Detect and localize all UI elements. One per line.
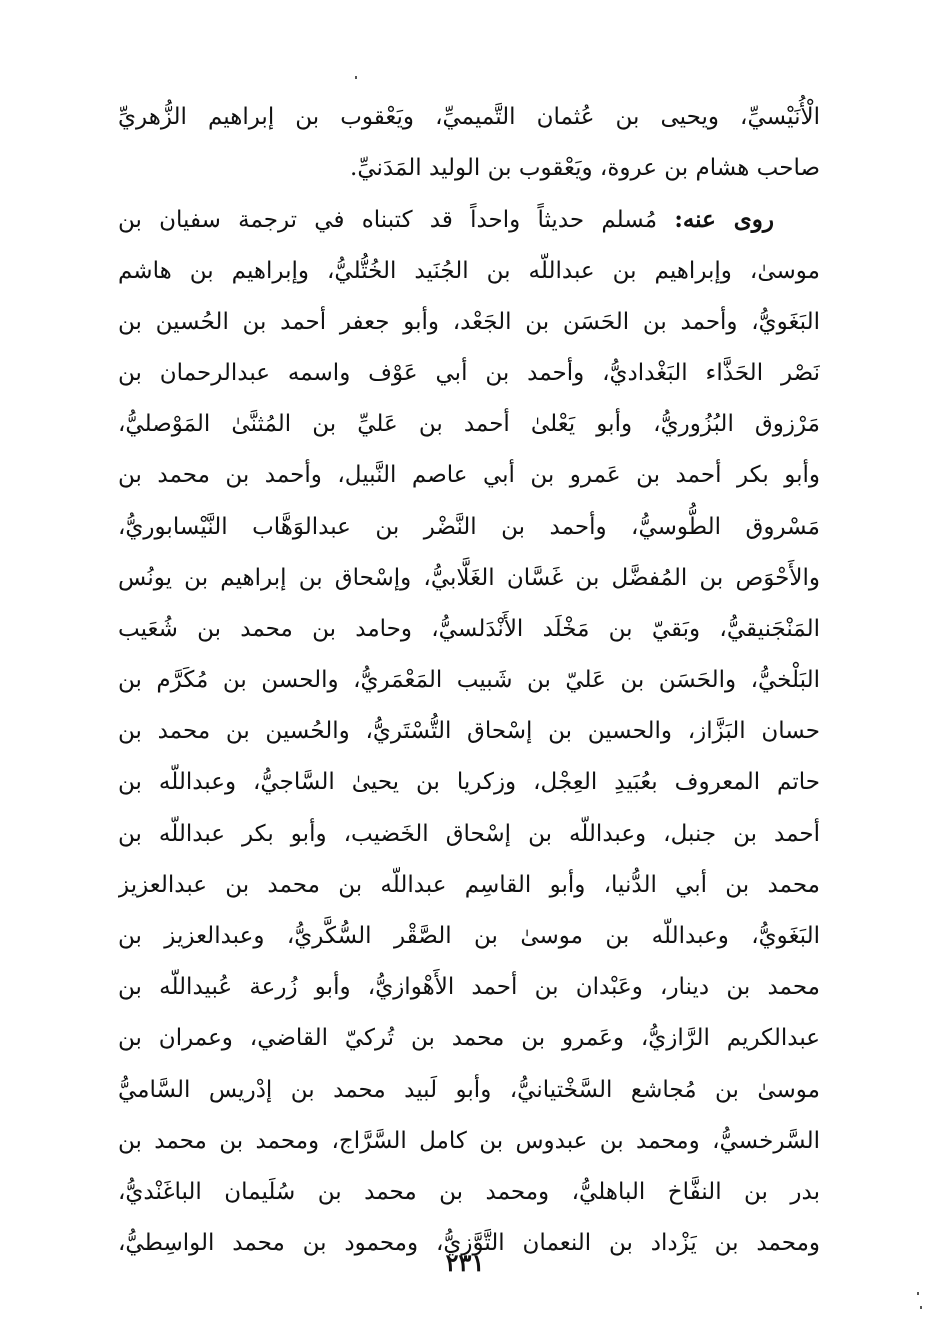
text-line: البَلْخيُّ، والحَسَن بن عَليّ بن شَبيب المَعْمَريُّ، والحسن بن مُكَرَّم بن: [118, 667, 820, 694]
scan-speck: [917, 1292, 919, 1295]
text-line: محمد بن أبي الدُّنيا، وأبو القاسِم عبداللّه بن محمد بن عبدالعزيز: [118, 871, 820, 898]
text-line-rest: مُسلم حديثاً واحداً قد كتبناه في ترجمة سفيان بن: [118, 207, 675, 234]
text-line: بدر بن النفَّاخ الباهليُّ، ومحمد بن محمد بن سُلَيمان الباغَنْديُّ،: [118, 1178, 820, 1205]
text-line: مَرْزوق البُزُوريُّ، وأبو يَعْلىٰ أحمد بن عَليِّ بن المُثنَّىٰ المَوْصليُّ،: [118, 411, 820, 438]
text-line: البَغَويُّ، وأحمد بن الحَسَن بن الجَعْد، وأبو جعفر أحمد بن الحُسين بن: [118, 308, 820, 335]
text-line: وأبو بكر أحمد بن عَمرو بن أبي عاصم النَّبيل، وأحمد بن محمد بن: [118, 462, 820, 489]
narrated-by-label: روى عنه:: [674, 206, 774, 234]
text-line: ومحمد بن يَزْداد بن النعمان التَّوَّزيُّ، ومحمود بن محمد الواسِطيُّ،: [118, 1230, 820, 1257]
text-line: نَصْر الحَذَّاء البَغْداديُّ، وأحمد بن أبي عَوْف واسمه عبدالرحمان بن: [118, 359, 820, 386]
text-line: والأَحْوَص بن المُفضَّل بن غَسَّان الغَلَّابيُّ، وإسْحاق بن إبراهيم بن يونُس: [118, 564, 820, 591]
scan-speck: [920, 1306, 922, 1309]
main-text: [118, 92, 820, 1269]
text-line-lead: [118, 194, 820, 245]
text-line: عبدالكريم الرَّازيُّ، وعَمرو بن محمد بن تُركيّ القاضي، وعمران بن: [118, 1025, 820, 1052]
text-line: مَسْروق الطُّوسيُّ، وأحمد بن النَّضْر بن عبدالوَهَّاب النَّيْسابوريُّ،: [118, 513, 820, 540]
text-line: المَنْجَنيقيُّ، وبَقيّ بن مَخْلَد الأَنْدَلسيُّ، وحامد بن محمد بن شُعَيب: [118, 615, 820, 642]
text-line: صاحب هشام بن عروة، ويَعْقوب بن الوليد المَدَنيِّ.: [350, 155, 820, 182]
scan-speck: [355, 76, 357, 79]
text-line: الْأُنَيْسيِّ، ويحيى بن عُثمان التَّميميِّ، ويَعْقوب بن إبراهيم الزُّهريِّ: [118, 104, 820, 130]
text-line: السَّرخسيُّ، ومحمد بن عبدوس بن كامل السَّرَّاج، ومحمد بن محمد بن: [118, 1127, 820, 1154]
text-line: موسىٰ بن مُجاشع السَّخْتيانيُّ، وأبو لَبيد محمد بن إدْريس السَّاميُّ: [118, 1076, 820, 1103]
text-line: حسان البَزَّاز، والحسين بن إسْحاق التُّسْتَريُّ، والحُسين بن محمد بن: [118, 718, 820, 745]
text-line: موسىٰ، وإبراهيم بن عبداللّه بن الجُنَيد الخُتُّليُّ، وإبراهيم بن هاشم: [118, 257, 820, 284]
text-line: البَغَويُّ، وعبداللّه بن موسىٰ بن الصَّقْر السُّكَّريُّ، وعبدالعزيز بن: [118, 923, 820, 949]
text-line: حاتم المعروف بعُبَيدِ العِجْل، وزكريا بن يحيىٰ السَّاجيُّ، وعبداللّه بن: [118, 769, 820, 796]
text-line: محمد بن دينار، وعَبْدان بن أحمد الأَهْوازيُّ، وأبو زُرعة عُبيداللّه بن: [118, 974, 820, 1001]
page-number: ٢٣١: [445, 1248, 485, 1277]
text-line: أحمد بن جنبل، وعبداللّه بن إسْحاق الخَضيب، وأبو بكر عبداللّه بن: [118, 820, 820, 847]
